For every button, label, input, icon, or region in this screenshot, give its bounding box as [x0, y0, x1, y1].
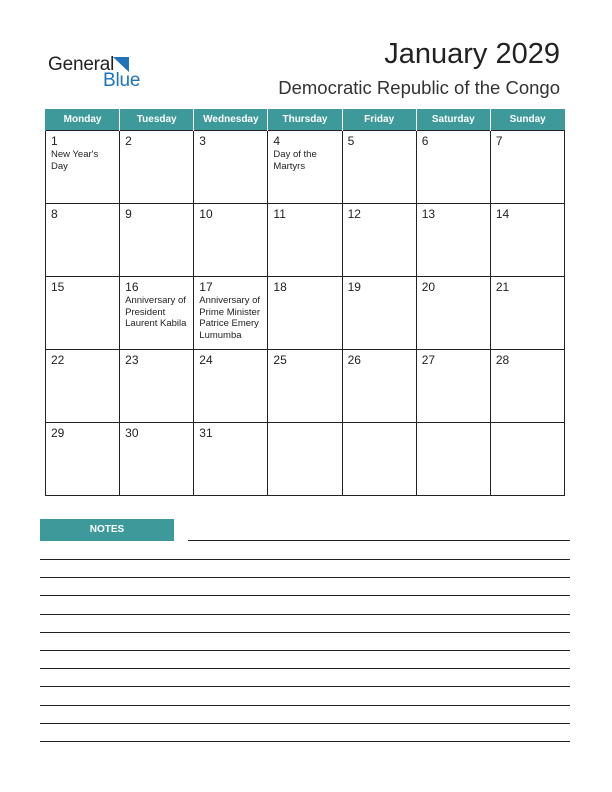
day-number: 23	[125, 353, 139, 367]
calendar-day-cell	[416, 204, 490, 277]
calendar-day-cell	[342, 277, 416, 350]
day-number: 31	[199, 426, 213, 440]
day-number: 2	[125, 134, 132, 148]
day-number: 1	[51, 134, 58, 148]
day-number: 15	[51, 280, 65, 294]
calendar-day-cell	[416, 423, 490, 496]
day-number: 27	[421, 353, 436, 367]
note-line	[40, 686, 570, 687]
day-number: 4	[273, 134, 281, 148]
note-line	[40, 632, 570, 633]
day-number: 30	[125, 426, 139, 440]
calendar-day-cell	[46, 277, 120, 350]
weekday-header: Friday	[342, 109, 416, 131]
day-number: 8	[51, 207, 58, 221]
day-number: 20	[421, 280, 436, 294]
day-number: 10	[199, 207, 213, 221]
calendar-day-cell	[46, 423, 120, 496]
day-number: 29	[51, 426, 65, 440]
calendar-day-cell	[416, 277, 490, 350]
note-line	[40, 559, 570, 560]
logo	[48, 52, 158, 92]
day-number: 13	[421, 207, 436, 221]
calendar-day-cell	[194, 350, 268, 423]
note-line	[188, 540, 570, 541]
calendar-grid	[45, 109, 565, 496]
calendar-day-cell	[268, 277, 342, 350]
holiday-label: New Year's Day	[51, 149, 99, 172]
holiday-label: Anniversary of Prime Minister Patrice Emery Lumumba	[199, 295, 261, 341]
day-number: 16	[125, 280, 139, 294]
weekday-header: Monday	[46, 109, 120, 131]
day-number: 3	[199, 134, 206, 148]
calendar-week-row	[46, 350, 565, 423]
calendar-day-cell	[268, 204, 342, 277]
day-number: 5	[347, 134, 355, 148]
calendar-day-cell	[490, 204, 564, 277]
calendar-day-cell	[194, 277, 268, 350]
note-line	[40, 614, 570, 615]
calendar-week-row	[46, 131, 565, 204]
day-number: 28	[495, 353, 510, 367]
notes-header: NOTES	[40, 519, 174, 541]
note-line	[40, 595, 570, 596]
day-number: 7	[495, 134, 503, 148]
calendar-day-cell	[194, 204, 268, 277]
calendar-day-cell	[268, 350, 342, 423]
calendar-body	[46, 131, 565, 496]
calendar-day-cell	[120, 131, 194, 204]
weekday-header: Tuesday	[120, 109, 194, 131]
page-title: January 2029	[384, 38, 560, 70]
weekday-header-row	[46, 109, 565, 131]
calendar-day-cell	[120, 350, 194, 423]
day-number: 17	[199, 280, 213, 294]
calendar-day-cell	[490, 277, 564, 350]
calendar-day-cell	[194, 131, 268, 204]
weekday-header: Wednesday	[194, 109, 268, 131]
calendar-day-cell	[46, 204, 120, 277]
note-line	[40, 705, 570, 706]
calendar-day-cell	[268, 423, 342, 496]
note-line	[40, 723, 570, 724]
day-number: 14	[495, 207, 510, 221]
calendar-day-cell	[490, 423, 564, 496]
note-line	[40, 741, 570, 742]
day-number: 6	[421, 134, 429, 148]
calendar-day-cell	[416, 350, 490, 423]
day-number: 22	[51, 353, 65, 367]
calendar-day-cell	[268, 131, 342, 204]
note-line	[40, 577, 570, 578]
calendar-day-cell	[490, 350, 564, 423]
day-number: 18	[273, 280, 287, 294]
day-number: 9	[125, 207, 132, 221]
weekday-header: Saturday	[416, 109, 490, 131]
calendar-week-row	[46, 277, 565, 350]
day-number: 21	[495, 280, 510, 294]
weekday-header: Sunday	[490, 109, 564, 131]
calendar-week-row	[46, 204, 565, 277]
day-number: 24	[199, 353, 213, 367]
note-line	[40, 650, 570, 651]
calendar-day-cell	[342, 204, 416, 277]
calendar-day-cell	[120, 423, 194, 496]
calendar-day-cell	[342, 423, 416, 496]
calendar-day-cell	[490, 131, 564, 204]
country-subtitle: Democratic Republic of the Congo	[278, 77, 560, 98]
logo-general-text: General	[48, 54, 115, 75]
day-number: 11	[273, 207, 286, 221]
calendar-day-cell	[46, 350, 120, 423]
day-number: 12	[347, 207, 361, 221]
holiday-label: Day of the Martyrs	[273, 149, 317, 172]
calendar-day-cell	[342, 131, 416, 204]
logo-blue-text: Blue	[103, 70, 141, 91]
calendar-day-cell	[416, 131, 490, 204]
calendar-week-row	[46, 423, 565, 496]
note-line	[40, 668, 570, 669]
day-number: 19	[347, 280, 361, 294]
calendar-day-cell	[194, 423, 268, 496]
calendar-day-cell	[120, 277, 194, 350]
holiday-label: Anniversary of President Laurent Kabila	[125, 295, 187, 329]
calendar-day-cell	[46, 131, 120, 204]
weekday-header: Thursday	[268, 109, 342, 131]
calendar-day-cell	[342, 350, 416, 423]
calendar-day-cell	[120, 204, 194, 277]
day-number: 26	[347, 353, 361, 367]
day-number: 25	[273, 353, 287, 367]
